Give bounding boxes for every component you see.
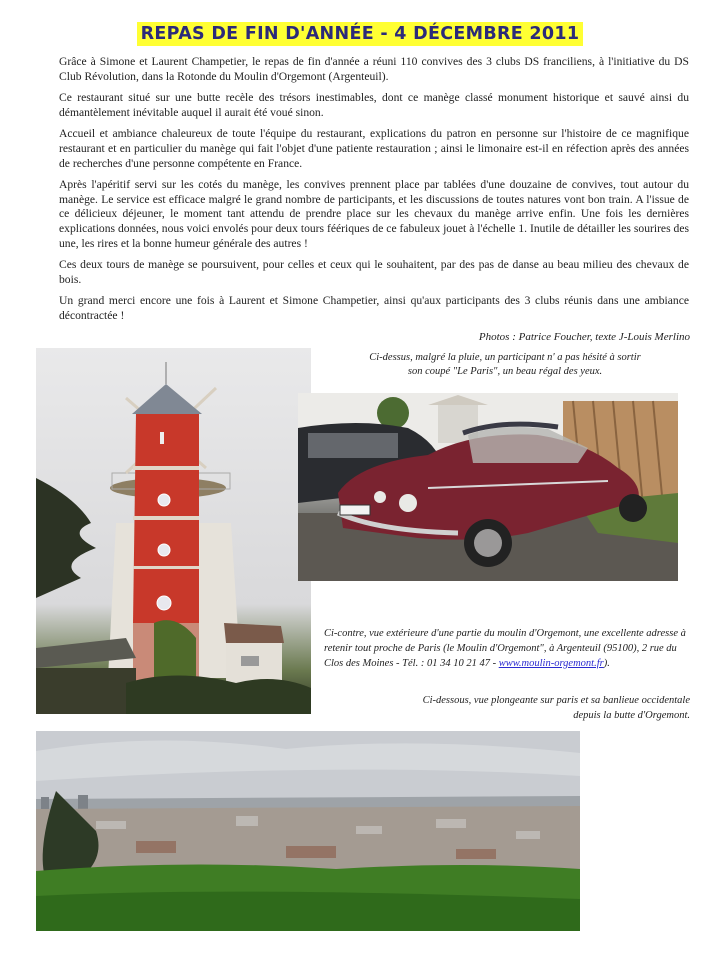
- panorama-caption: [330, 694, 690, 723]
- moulin-caption-text: Ci-contre, vue extérieure d'une partie du moulin d'Orgemont, une excellente adresse à retenir tout proche de Paris (le Moulin d'Orgemont", à Argenteuil (95100), 2 rue du Clos des Moines - Tél. : 01 34 10 21 47 -: [324, 628, 686, 669]
- article-body: [59, 55, 689, 331]
- panorama-caption-line: depuis la butte d'Orgemont.: [573, 709, 690, 721]
- car-caption: [330, 351, 680, 379]
- title-wrap: [0, 22, 720, 46]
- moulin-caption-end: ).: [603, 658, 610, 669]
- windmill-photo: [36, 348, 311, 714]
- paragraph: Un grand merci encore une fois à Laurent et Simone Champetier, ainsi qu'aux participants des 3 clubs réunis dans une ambiance décontractée !: [59, 294, 689, 322]
- moulin-caption: [324, 626, 694, 671]
- page-title: REPAS DE FIN D'ANNÉE - 4 DÉCEMBRE 2011: [137, 22, 584, 46]
- panorama-caption-line: Ci-dessous, vue plongeante sur paris et sa banlieue occidentale: [422, 695, 690, 706]
- car-photo: [298, 393, 678, 581]
- paragraph: Grâce à Simone et Laurent Champetier, le repas de fin d'année a réuni 110 convives des 3 clubs DS franciliens, à l'initiative du DS Club Révolution, dans la Rotonde du Moulin d'Orgemont (Argenteuil).: [59, 55, 689, 83]
- panorama-photo: [36, 731, 580, 931]
- paragraph: Ce restaurant situé sur une butte recèle des trésors inestimables, dont ce manège classé monument historique et sauvé ainsi du démantèlement inévitable auquel il aurait été voué sinon.: [59, 91, 689, 119]
- paragraph: Ces deux tours de manège se poursuivent, pour celles et ceux qui le souhaitent, par des pas de danse au beau milieu des chevaux de bois.: [59, 258, 689, 286]
- car-caption-line: son coupé "Le Paris", un beau régal des yeux.: [407, 366, 603, 377]
- moulin-website-link[interactable]: www.moulin-orgemont.fr: [498, 658, 604, 669]
- car-caption-line: Ci-dessus, malgré la pluie, un participant n' a pas hésité à sortir: [369, 352, 641, 363]
- paragraph: Accueil et ambiance chaleureux de toute l'équipe du restaurant, explications du patron en personne sur l'histoire de ce magnifique restaurant et en particulier du manège qui fait l'objet d'une patiente restauration ; ainsi le limonaire est-il en réfection après des années de recherches d'une personne compétente en France.: [59, 127, 689, 170]
- paragraph: Après l'apéritif servi sur les cotés du manège, les convives prennent place par tablées d'une douzaine de convives, tout autour du manège. Le service est efficace malgré le grand nombre de participants, et les discussions de toutes natures vont bon train. A l'issue de ce délicieux déjeuner, le moment tant attendu de prendre place sur les chevaux du manège arrive enfin. Une fois les dernières explications données, nous voici envolés pour deux tours féériques de ce fabuleux jouet à l'échelle 1. Inutile de détailler les sourires des une, les rires et la bonne humeur générale des autres !: [59, 178, 689, 250]
- photo-credits: Photos : Patrice Foucher, texte J-Louis Merlino: [478, 331, 690, 343]
